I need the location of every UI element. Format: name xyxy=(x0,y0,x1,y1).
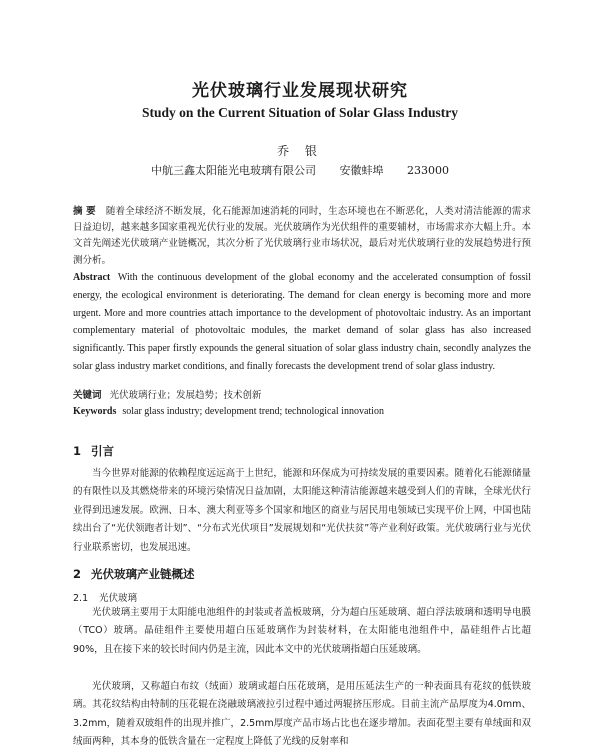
abstract-chinese-label: 摘 要 xyxy=(73,206,96,217)
title-english: Study on the Current Situation of Solar Glass Industry xyxy=(141,105,459,120)
section-number: 2 xyxy=(73,567,82,581)
section-title: 引言 xyxy=(91,444,114,458)
affiliation-postcode: 233000 xyxy=(407,164,449,177)
keywords-chinese-label: 关键词 xyxy=(73,390,102,401)
affiliation xyxy=(0,162,600,178)
subsection-heading-solar-glass xyxy=(73,590,137,604)
affiliation-location: 安徽蚌埠 xyxy=(339,164,384,177)
abstract-english-text: With the continuous development of the global economy and the accelerated consumption of fossil energy, the ecological environment is deteriorating. The demand for clean energy is becoming more and more urgent. More and more countries attach importance to the development of photovoltaic industry. As an important complementary material of photovoltaic modules, the market demand of solar glass has also increased significantly. This paper firstly expounds the general situation of solar glass industry chain, secondly analyzes the solar glass industry market conditions, and finally forecasts the development trend of solar glass industry. xyxy=(73,272,531,372)
keywords-chinese xyxy=(73,388,531,404)
author: 乔 银 xyxy=(277,144,323,158)
keywords-chinese-text: 光伏玻璃行业；发展趋势；技术创新 xyxy=(109,390,262,401)
section-number: 1 xyxy=(73,444,82,458)
keywords-english-text: solar glass industry; development trend; technological innovation xyxy=(122,406,384,417)
intro-paragraph: 当今世界对能源的依赖程度远远高于上世纪，能源和环保成为可持续发展的重要因素。随着化石能源储量的有限性以及其燃烧带来的环境污染情况日益加剧，太阳能这种清洁能源越来越受到人们的青睐，全球光伏行业得到迅速发展。欧洲、日本、澳大利亚等多个国家和地区的商业与居民用电领域已实现平价上网，中国也陆续出台了“光伏领跑者计划”、“分布式光伏项目”发展规划和“光伏扶贫”等产业利好政策。光伏玻璃行业与光伏行业联系密切，也发展迅速。 xyxy=(73,468,531,553)
abstract-english-label: Abstract xyxy=(73,272,111,283)
solar-glass-paragraph-2: 光伏玻璃，又称超白布纹（绒面）玻璃或超白压花玻璃，是用压延法生产的一种表面具有花纹的低铁玻璃。其花纹结构由特制的压花辊在浇融玻璃液拉引过程中通过两辊挤压形成。目前主流产品厚度为4.0mm、3.2mm，随着双玻组件的出现并推广，2.5mm厚度产品市场占比也在逐步增加。表面花型主要有单绒面和双绒面两种，其本身的低铁含量在一定程度上降低了光线的反射率和 xyxy=(73,681,531,748)
title-chinese: 光伏玻璃行业发展现状研究 xyxy=(192,81,408,101)
section-title: 光伏玻璃产业链概述 xyxy=(91,567,195,581)
abstract-chinese xyxy=(73,204,531,269)
subsection-title: 光伏玻璃 xyxy=(99,593,138,604)
affiliation-org: 中航三鑫太阳能光电玻璃有限公司 xyxy=(151,164,316,177)
section-heading-introduction xyxy=(73,443,114,459)
solar-glass-paragraph-1: 光伏玻璃主要用于太阳能电池组件的封装或者盖板玻璃，分为超白压延玻璃、超白浮法玻璃和透明导电膜（TCO）玻璃。晶硅组件主要使用超白压延玻璃作为封装材料，在太阳能电池组件中，晶硅组件占比超90%，且在接下来的较长时间内仍是主流，因此本文中的光伏玻璃指超白压延玻璃。 xyxy=(73,607,531,655)
abstract-english xyxy=(73,269,531,376)
keywords-english-label: Keywords xyxy=(73,406,117,417)
subsection-number: 2.1 xyxy=(73,593,89,604)
section-heading-industry-chain xyxy=(73,566,195,582)
keywords-english xyxy=(73,404,531,420)
abstract-chinese-text: 随着全球经济不断发展，化石能源加速消耗的同时，生态环境也在不断恶化，人类对清洁能源的需求日益迫切，越来越多国家重视光伏行业的发展。光伏玻璃作为光伏组件的重要辅材，市场需求亦大幅上升。本文首先阐述光伏玻璃产业链概况，其次分析了光伏玻璃行业市场状况，最后对光伏玻璃行业的发展趋势进行预测分析。 xyxy=(73,206,531,266)
